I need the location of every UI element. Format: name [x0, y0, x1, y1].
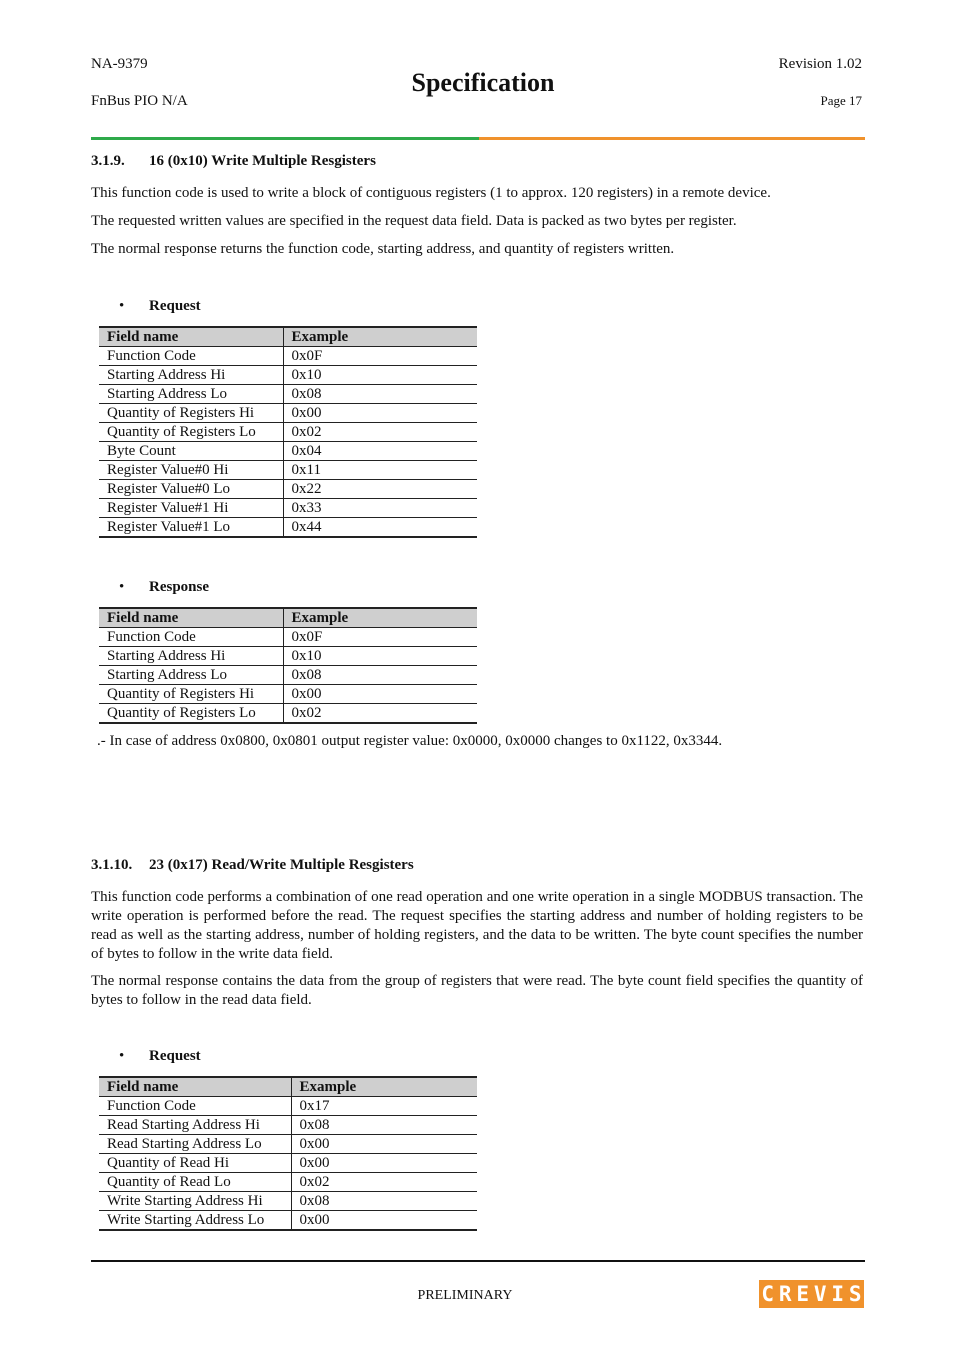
bullet-request — [119, 1048, 201, 1065]
logo-letter: R — [778, 1282, 792, 1306]
footer-rule — [91, 1260, 865, 1262]
field-name-cell: Write Starting Address Hi — [99, 1192, 291, 1211]
page-title: Specification — [411, 68, 555, 97]
paragraph: This function code is used to write a block of contiguous registers (1 to approx. 120 registers) in a remote device. — [91, 185, 771, 201]
example-cell: 0x10 — [283, 366, 477, 385]
example-cell: 0x02 — [283, 423, 477, 442]
example-cell: 0x44 — [283, 518, 477, 538]
table-row — [99, 1097, 477, 1116]
table-row — [99, 347, 477, 366]
example-cell: 0x08 — [291, 1116, 477, 1135]
bullet-icon: • — [119, 1048, 125, 1064]
field-name-cell: Starting Address Lo — [99, 666, 283, 685]
section-title: 23 (0x17) Read/Write Multiple Resgisters — [149, 857, 414, 873]
revision: Revision 1.02 — [778, 56, 862, 72]
table-header-row — [99, 327, 477, 347]
request-table-write-multiple — [99, 326, 477, 538]
table-header-row — [99, 1077, 477, 1097]
note-text: .- In case of address 0x0800, 0x0801 output register value: 0x0000, 0x0000 changes to 0x1122, 0x3344. — [97, 733, 723, 749]
section-title: 16 (0x10) Write Multiple Resgisters — [149, 153, 376, 169]
field-name-cell: Read Starting Address Lo — [99, 1135, 291, 1154]
field-name-cell: Quantity of Registers Lo — [99, 704, 283, 724]
example-cell: 0x0F — [283, 347, 477, 366]
table-row — [99, 442, 477, 461]
logo-letter: C — [761, 1282, 775, 1306]
field-name-cell: Register Value#1 Hi — [99, 499, 283, 518]
logo-letter: V — [813, 1282, 827, 1306]
page-number: Page 17 — [820, 93, 862, 108]
field-name-cell: Quantity of Registers Hi — [99, 685, 283, 704]
header-rule-orange — [479, 137, 865, 140]
example-cell: 0x00 — [283, 685, 477, 704]
bullet-request — [119, 298, 201, 315]
table-header-row — [99, 608, 477, 628]
table-row — [99, 1135, 477, 1154]
bullet-label: Response — [149, 579, 210, 595]
example-cell: 0x10 — [283, 647, 477, 666]
footer-status: PRELIMINARY — [417, 1288, 513, 1303]
table-row — [99, 385, 477, 404]
logo-letter: I — [831, 1282, 845, 1306]
column-header: Field name — [99, 327, 283, 347]
column-header: Example — [291, 1077, 477, 1097]
example-cell: 0x00 — [291, 1154, 477, 1173]
table-row — [99, 1173, 477, 1192]
logo-letter: S — [848, 1282, 862, 1306]
column-header: Example — [283, 327, 477, 347]
logo-letter: E — [796, 1282, 810, 1306]
field-name-cell: Read Starting Address Hi — [99, 1116, 291, 1135]
table-row — [99, 1116, 477, 1135]
example-cell: 0x00 — [291, 1135, 477, 1154]
section-heading-3-1-9 — [91, 153, 376, 170]
crevis-logo — [759, 1280, 864, 1308]
table-row — [99, 704, 477, 724]
header-rule-green — [91, 137, 479, 140]
bullet-icon: • — [119, 579, 125, 595]
example-cell: 0x0F — [283, 628, 477, 647]
table-row — [99, 628, 477, 647]
request-table-read-write-multiple — [99, 1076, 477, 1231]
field-name-cell: Register Value#0 Hi — [99, 461, 283, 480]
example-cell: 0x02 — [283, 704, 477, 724]
example-cell: 0x08 — [283, 666, 477, 685]
example-cell: 0x08 — [283, 385, 477, 404]
field-name-cell: Register Value#0 Lo — [99, 480, 283, 499]
column-header: Field name — [99, 608, 283, 628]
table-row — [99, 1154, 477, 1173]
section-heading-3-1-10 — [91, 857, 414, 874]
section-number: 3.1.9. — [91, 153, 125, 169]
bullet-label: Request — [149, 298, 201, 314]
field-name-cell: Function Code — [99, 628, 283, 647]
doc-number: NA-9379 — [91, 56, 148, 72]
table-row — [99, 366, 477, 385]
table-row — [99, 423, 477, 442]
table-row — [99, 1211, 477, 1231]
paragraph: The normal response contains the data from the group of registers that were read. The byte count field specifies the quantity of bytes to follow in the read data field. — [91, 973, 863, 1008]
paragraph: The normal response returns the function code, starting address, and quantity of registers written. — [91, 241, 675, 257]
example-cell: 0x11 — [283, 461, 477, 480]
response-table-write-multiple — [99, 607, 477, 724]
field-name-cell: Quantity of Read Lo — [99, 1173, 291, 1192]
field-name-cell: Register Value#1 Lo — [99, 518, 283, 538]
field-name-cell: Starting Address Lo — [99, 385, 283, 404]
bullet-response — [119, 579, 209, 596]
table-row — [99, 685, 477, 704]
table-row — [99, 518, 477, 538]
column-header: Field name — [99, 1077, 291, 1097]
example-cell: 0x22 — [283, 480, 477, 499]
field-name-cell: Quantity of Read Hi — [99, 1154, 291, 1173]
table-row — [99, 461, 477, 480]
table-row — [99, 1192, 477, 1211]
product-name: FnBus PIO N/A — [91, 93, 188, 109]
table-row — [99, 499, 477, 518]
example-cell: 0x17 — [291, 1097, 477, 1116]
paragraph: This function code performs a combination of one read operation and one write operation in a single MODBUS transaction. The write operation is performed before the read. The request specifies the starting address and number of holding registers to be read as well as the starting address, number of holding registers, and the data to be written. The byte count specifies the number of bytes to follow in the write data field. — [91, 889, 863, 962]
example-cell: 0x00 — [291, 1211, 477, 1231]
table-row — [99, 666, 477, 685]
field-name-cell: Function Code — [99, 347, 283, 366]
example-cell: 0x08 — [291, 1192, 477, 1211]
table-row — [99, 480, 477, 499]
field-name-cell: Quantity of Registers Lo — [99, 423, 283, 442]
field-name-cell: Quantity of Registers Hi — [99, 404, 283, 423]
column-header: Example — [283, 608, 477, 628]
example-cell: 0x33 — [283, 499, 477, 518]
bullet-label: Request — [149, 1048, 201, 1064]
field-name-cell: Starting Address Hi — [99, 647, 283, 666]
field-name-cell: Function Code — [99, 1097, 291, 1116]
paragraph: The requested written values are specified in the request data field. Data is packed as two bytes per register. — [91, 213, 737, 229]
example-cell: 0x02 — [291, 1173, 477, 1192]
field-name-cell: Write Starting Address Lo — [99, 1211, 291, 1231]
field-name-cell: Starting Address Hi — [99, 366, 283, 385]
example-cell: 0x00 — [283, 404, 477, 423]
table-row — [99, 647, 477, 666]
table-row — [99, 404, 477, 423]
example-cell: 0x04 — [283, 442, 477, 461]
section-number: 3.1.10. — [91, 857, 133, 873]
bullet-icon: • — [119, 298, 125, 314]
field-name-cell: Byte Count — [99, 442, 283, 461]
